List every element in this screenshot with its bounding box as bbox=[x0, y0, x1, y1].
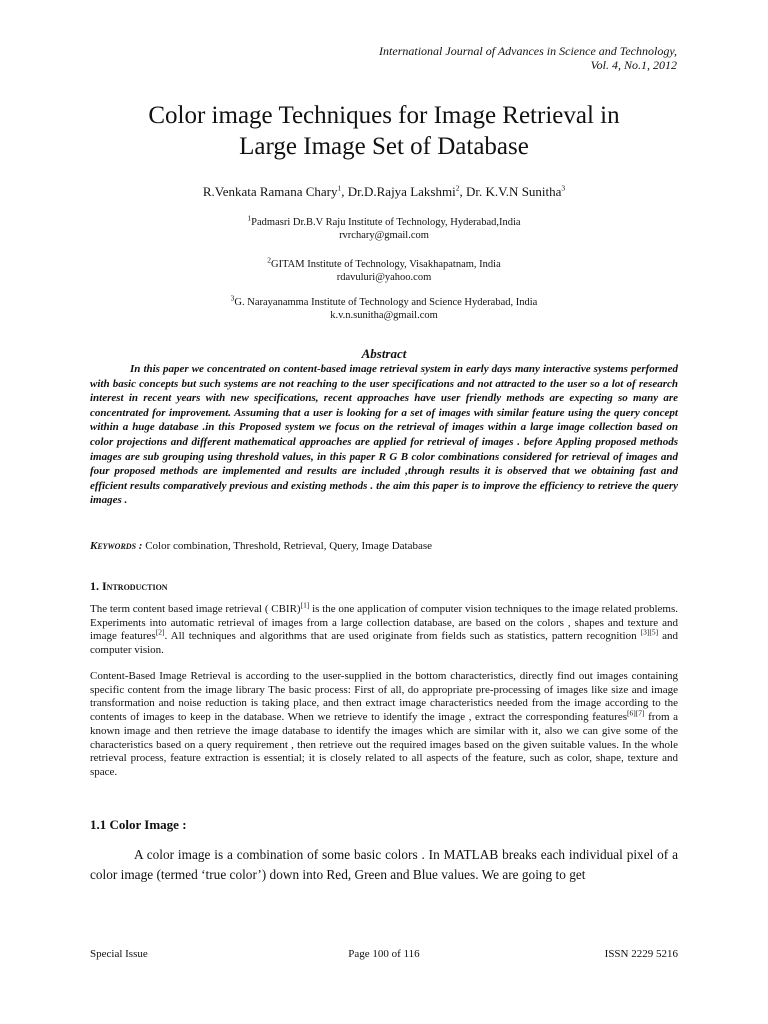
keywords-label: Keywords : bbox=[90, 540, 143, 552]
affiliation-2-name: GITAM Institute of Technology, Visakhapatnam, India bbox=[271, 259, 501, 270]
abstract-body bbox=[90, 362, 678, 508]
author-1: R.Venkata Ramana Chary bbox=[202, 184, 338, 199]
author-list bbox=[0, 184, 768, 200]
affiliation-1-email: rvrchary@gmail.com bbox=[339, 230, 429, 241]
footer-page-number: Page 100 of 116 bbox=[348, 948, 420, 960]
affiliation-1 bbox=[0, 213, 768, 242]
color-image-text: A color image is a combination of some basic colors . In MATLAB breaks each individual pixel of a color image (termed ‘true color’) down into Red, Green and Blue values. We are going to get bbox=[90, 847, 678, 882]
section-number: 1. I bbox=[90, 579, 107, 593]
affiliation-3-name: G. Narayanamma Institute of Technology and Science Hyderabad, India bbox=[234, 297, 538, 308]
citation-1: [1] bbox=[300, 600, 310, 610]
abstract-heading: Abstract bbox=[361, 346, 407, 361]
affiliation-2-email: rdavuluri@yahoo.com bbox=[336, 272, 432, 283]
journal-header bbox=[379, 44, 677, 72]
intro-p2-text-b: from a known image and then retrieve the image database to identify the images which are similar with it, also we can give some of the characteristics based on a query requirement , then retrieve out the required images based on the given suitable values. In the whole retrieval process, feature extraction is essential; it is closely related to all aspects of the feature, such as color, shape, texture and space. bbox=[90, 711, 678, 778]
citation-2: [2] bbox=[155, 627, 165, 637]
intro-p1-text-c: . All techniques and algorithms that are used originate from fields such as statistics, pattern recognition bbox=[164, 630, 641, 643]
citation-6-7: [6][7] bbox=[627, 708, 645, 718]
affiliation-3 bbox=[0, 293, 768, 322]
affiliation-3-sup: 3 bbox=[230, 293, 235, 303]
keywords-text: Color combination, Threshold, Retrieval, Query, Image Database bbox=[142, 540, 433, 552]
author-3-sup: 3 bbox=[561, 183, 566, 193]
affiliation-3-email: k.v.n.sunitha@gmail.com bbox=[330, 310, 438, 321]
journal-name: International Journal of Advances in Science and Technology, bbox=[379, 44, 677, 58]
title-line-1: Color image Techniques for Image Retrieval in bbox=[148, 102, 620, 129]
title-line-2: Large Image Set of Database bbox=[239, 133, 529, 160]
subsection-heading-color-image: 1.1 Color Image : bbox=[90, 817, 187, 832]
affiliation-1-sup: 1 bbox=[247, 213, 252, 223]
keywords bbox=[90, 539, 678, 553]
intro-p1-text-d: and computer vision. bbox=[90, 630, 678, 657]
affiliation-2 bbox=[0, 255, 768, 284]
citation-3-5: [3][5] bbox=[640, 627, 659, 637]
color-image-paragraph bbox=[90, 845, 678, 885]
intro-paragraph-2 bbox=[90, 670, 678, 780]
journal-volume: Vol. 4, No.1, 2012 bbox=[590, 58, 677, 72]
intro-p1-text-a: The term content based image retrieval ( CBIR) bbox=[90, 603, 301, 615]
author-1-sup: 1 bbox=[337, 183, 342, 193]
paper-title bbox=[0, 100, 768, 162]
intro-p1-text-b: is the one application of computer vision techniques to the image related problems. Experiments into automatic retrieval of images from a large collection database, are based on the colors , shapes and texture and image features bbox=[90, 603, 678, 643]
affiliation-2-sup: 2 bbox=[267, 255, 272, 265]
section-heading-introduction bbox=[90, 579, 168, 594]
author-2-sup: 2 bbox=[455, 183, 460, 193]
footer-issn: ISSN 2229 5216 bbox=[604, 948, 678, 960]
intro-p2-text-a: Content-Based Image Retrieval is according to the user-supplied in the bottom characteristics, directly find out images containing specific content from the image library The basic process: First of all, do appropriate pre-processing of images like size and image transformation and noise reduction is taking place, and then extract image characteristics needed from the image according to the contents of images to keep in the database. When we retrieve to identify the image , extract the corresponding features bbox=[90, 670, 678, 724]
section-title: ntroduction bbox=[106, 579, 168, 593]
intro-paragraph-1 bbox=[90, 600, 678, 658]
author-3: , Dr. K.V.N Sunitha bbox=[459, 184, 562, 199]
abstract-text: In this paper we concentrated on content-based image retrieval system in early days many interactive systems performed with basic concepts but such systems are not reaching to the user specifications and not attracted to the user so a lot of research interest in recent years with new specifications, recent approaches have user friendly methods are expecting so many are concentrated for improvement. Assuming that a user is looking for a set of images with similar feature using the query concept within a huge database .in this Proposed system we focus on the retrieval of images within a large image collection based on color projections and different mathematical approaches are applied for retrieval of images . before Appling proposed methods images are sub grouping using threshold values, in this paper R G B color combinations considered for retrieval of images and four proposed methods are implemented and results are included ,through results it is observed that we obtaining fast and efficient results comparatively previous and existing methods . the aim this paper is to improve the efficiency to retrieve the query images . bbox=[90, 363, 678, 507]
affiliation-1-name: Padmasri Dr.B.V Raju Institute of Technology, Hyderabad,India bbox=[251, 217, 521, 228]
author-2: , Dr.D.Rajya Lakshmi bbox=[341, 184, 456, 199]
footer-issue: Special Issue bbox=[90, 948, 148, 960]
